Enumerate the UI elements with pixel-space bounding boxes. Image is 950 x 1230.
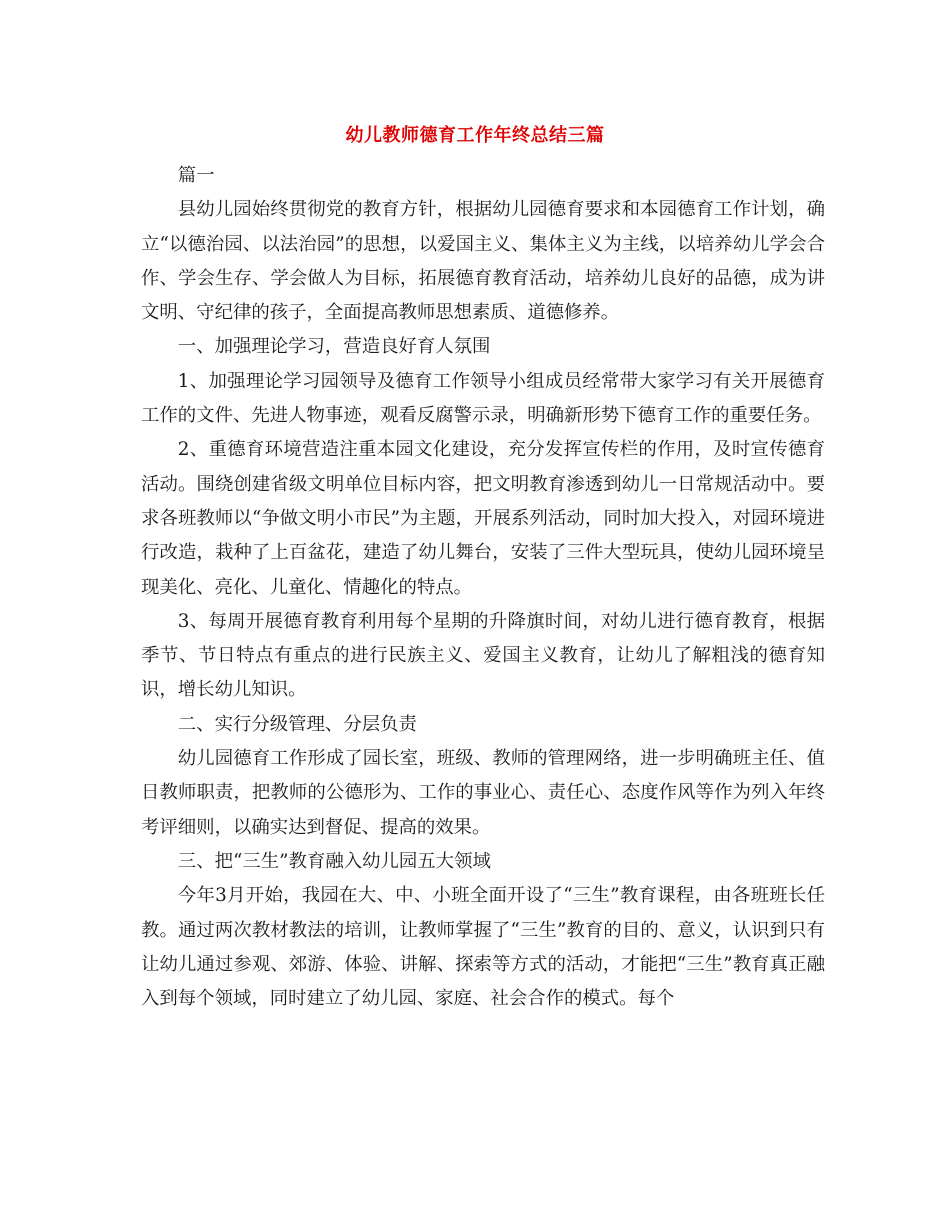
paragraph-management-network: 幼儿园德育工作形成了园长室，班级、教师的管理网络，进一步明确班主任、值日教师职责，把教师的公德形为、工作的事业心、责任心、态度作风等作为列入年终考评细则，以确实达到督促、提高的效果。 (141, 748, 825, 838)
heading-three-life-education: 三、把“三生”教育融入幼儿园五大领域 (177, 850, 491, 872)
intro-paragraph: 县幼儿园始终贯彻党的教育方针，根据幼儿园德育要求和本园德育工作计划，确立“以德治园、以法治园”的思想，以爱国主义、集体主义为主线，以培养幼儿学会合作、学会生存、学会做人为目标，拓展德育教育活动，培养幼儿良好的品德，成为讲文明、守纪律的孩子，全面提高教师思想素质、道德修养。 (141, 199, 825, 324)
paragraph-item-2: 2、重德育环境营造注重本园文化建设，充分发挥宣传栏的作用，及时宣传德育活动。围绕创建省级文明单位目标内容，把文明教育渗透到幼儿一日常规活动中。要求各班教师以“争做文明小市民”为主题，开展系列活动，同时加大投入，对园环境进行改造，栽种了上百盆花，建造了幼儿舞台，安装了三件大型玩具，使幼儿园环境呈现美化、亮化、儿童化、情趣化的特点。 (141, 439, 825, 598)
document-title: 幼儿教师德育工作年终总结三篇 (345, 125, 605, 146)
document-body (141, 159, 825, 1016)
paragraph-three-life-course: 今年3月开始，我园在大、中、小班全面开设了“三生”教育课程，由各班班长任教。通过两次教材教法的培训，让教师掌握了“三生”教育的目的、意义，认识到只有让幼儿通过参观、郊游、体验、讲解、探索等方式的活动，才能把“三生”教育真正融入到每个领域，同时建立了幼儿园、家庭、社会合作的模式。每个 (141, 885, 825, 1010)
paragraph-item-3: 3、每周开展德育教育利用每个星期的升降旗时间，对幼儿进行德育教育，根据季节、节日特点有重点的进行民族主义、爱国主义教育，让幼儿了解粗浅的德育知识，增长幼儿知识。 (141, 610, 825, 701)
heading-graded-management: 二、实行分级管理、分层负责 (177, 713, 417, 735)
section-heading-part-one: 篇一 (177, 165, 215, 186)
heading-theory-study: 一、加强理论学习，营造良好育人氛围 (177, 336, 491, 358)
paragraph-item-1: 1、加强理论学习园领导及德育工作领导小组成员经常带大家学习有关开展德育工作的文件、先进人物事迹，观看反腐警示录，明确新形势下德育工作的重要任务。 (141, 370, 825, 427)
